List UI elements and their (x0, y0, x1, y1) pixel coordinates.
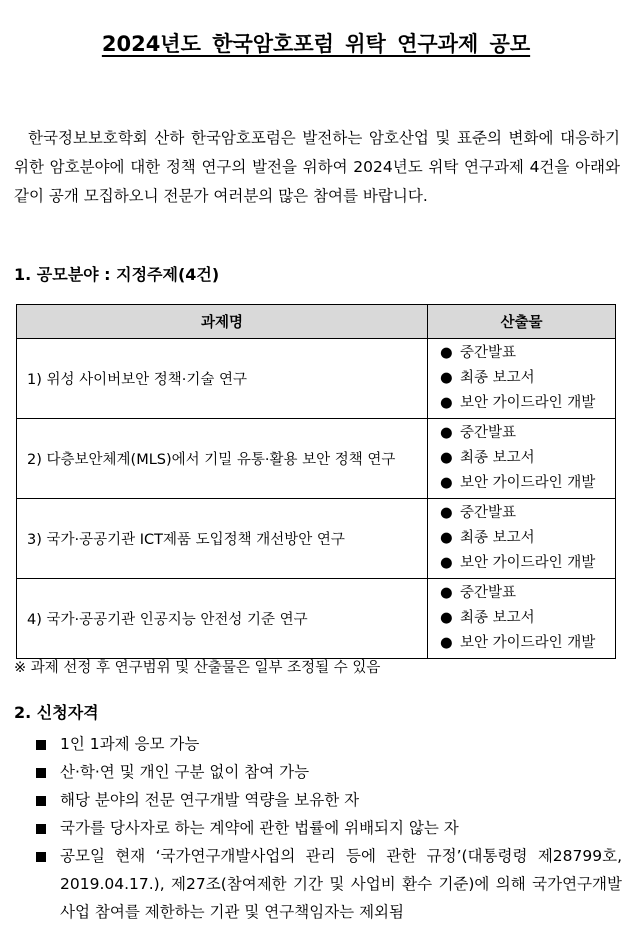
table-row (17, 579, 616, 659)
topics-table (16, 304, 616, 659)
output-item: ● 중간발표 (440, 581, 615, 606)
bullet-icon: ● (440, 345, 453, 361)
list-item: 산·학·연 및 개인 구분 없이 참여 가능 (36, 758, 622, 786)
list-item: 국가를 당사자로 하는 계약에 관한 법률에 위배되지 않는 자 (36, 814, 622, 842)
topic-name: 3) 국가·공공기관 ICT제품 도입정책 개선방안 연구 (17, 499, 428, 579)
bullet-icon: ● (440, 425, 453, 441)
page-title: 2024년도 한국암호포럼 위탁 연구과제 공모 (101, 32, 531, 57)
topic-outputs (428, 579, 616, 659)
output-item: ● 중간발표 (440, 341, 615, 366)
list-item: 공모일 현재 ‘국가연구개발사업의 관리 등에 관한 규정’(대통령령 제28799호, 2019.04.17.), 제27조(참여제한 기간 및 사업비 환수 기준)에 의해 국가연구개발사업 참여를 제한하는 기관 및 연구책임자는 제외됨 (36, 842, 622, 926)
intro-paragraph: 한국정보보호학회 산하 한국암호포럼은 발전하는 암호산업 및 표준의 변화에 대응하기 위한 암호분야에 대한 정책 연구의 발전을 위하여 2024년도 위탁 연구과제 4건을 아래와 같이 공개 모집하오니 전문가 여러분의 많은 참여를 바랍니다. (14, 129, 620, 205)
list-item: 해당 분야의 전문 연구개발 역량을 보유한 자 (36, 786, 622, 814)
output-item: ● 보안 가이드라인 개발 (440, 391, 615, 416)
table-note: ※ 과제 선정 후 연구범위 및 산출물은 일부 조정될 수 있음 (14, 660, 381, 676)
output-item: ● 보안 가이드라인 개발 (440, 471, 615, 496)
square-bullet-icon (36, 796, 46, 806)
list-item: 1인 1과제 응모 가능 (36, 730, 622, 758)
square-bullet-icon (36, 768, 46, 778)
square-bullet-icon (36, 824, 46, 834)
table-row (17, 419, 616, 499)
table-header-row (17, 305, 616, 339)
column-header-outputs: 산출물 (428, 305, 616, 339)
bullet-icon: ● (440, 530, 453, 546)
output-item: ● 최종 보고서 (440, 366, 615, 391)
output-item: ● 보안 가이드라인 개발 (440, 551, 615, 576)
bullet-icon: ● (440, 635, 453, 651)
bullet-icon: ● (440, 555, 453, 571)
bullet-icon: ● (440, 450, 453, 466)
bullet-icon: ● (440, 370, 453, 386)
bullet-icon: ● (440, 395, 453, 411)
output-item: ● 중간발표 (440, 421, 615, 446)
topic-name: 4) 국가·공공기관 인공지능 안전성 기준 연구 (17, 579, 428, 659)
topic-outputs (428, 339, 616, 419)
section-heading-eligibility: 2. 신청자격 (14, 703, 99, 722)
bullet-icon: ● (440, 585, 453, 601)
square-bullet-icon (36, 852, 46, 862)
bullet-icon: ● (440, 505, 453, 521)
output-item: ● 중간발표 (440, 501, 615, 526)
output-item: ● 보안 가이드라인 개발 (440, 631, 615, 656)
eligibility-list (36, 730, 622, 926)
output-item: ● 최종 보고서 (440, 446, 615, 471)
table-row (17, 339, 616, 419)
topic-name: 2) 다층보안체계(MLS)에서 기밀 유통·활용 보안 정책 연구 (17, 419, 428, 499)
bullet-icon: ● (440, 610, 453, 626)
section-heading-topics: 1. 공모분야 : 지정주제(4건) (14, 265, 220, 284)
bullet-icon: ● (440, 475, 453, 491)
topic-outputs (428, 499, 616, 579)
table-row (17, 499, 616, 579)
column-header-topic: 과제명 (17, 305, 428, 339)
topic-outputs (428, 419, 616, 499)
output-item: ● 최종 보고서 (440, 526, 615, 551)
topic-name: 1) 위성 사이버보안 정책·기술 연구 (17, 339, 428, 419)
square-bullet-icon (36, 740, 46, 750)
output-item: ● 최종 보고서 (440, 606, 615, 631)
